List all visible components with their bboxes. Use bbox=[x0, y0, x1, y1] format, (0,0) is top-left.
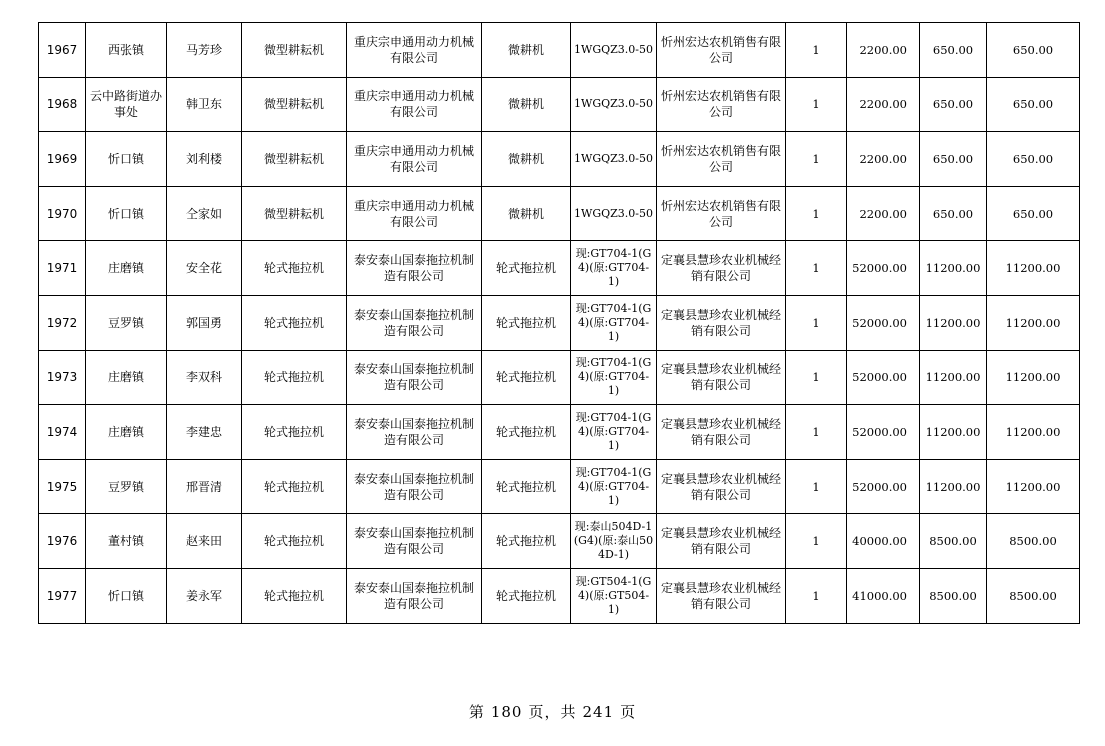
cell-quantity: 1 bbox=[786, 350, 847, 405]
cell-buyer-name: 马芳珍 bbox=[167, 23, 242, 78]
cell-machine-item: 轮式拖拉机 bbox=[242, 350, 347, 405]
cell-number: 1973 bbox=[39, 350, 86, 405]
cell-dealer: 忻州宏达农机销售有限公司 bbox=[657, 186, 786, 241]
cell-number: 1969 bbox=[39, 132, 86, 187]
cell-town: 忻口镇 bbox=[86, 186, 167, 241]
cell-machine-type: 轮式拖拉机 bbox=[482, 568, 571, 623]
cell-number: 1975 bbox=[39, 459, 86, 514]
table-row bbox=[39, 295, 1080, 350]
table-row bbox=[39, 405, 1080, 460]
cell-machine-type: 轮式拖拉机 bbox=[482, 514, 571, 569]
cell-town: 庄磨镇 bbox=[86, 405, 167, 460]
cell-model: 现:泰山504D-1(G4)(原:泰山504D-1) bbox=[571, 514, 657, 569]
cell-dealer: 忻州宏达农机销售有限公司 bbox=[657, 23, 786, 78]
cell-town: 云中路街道办事处 bbox=[86, 77, 167, 132]
cell-total-subsidy: 11200.00 bbox=[987, 295, 1080, 350]
cell-buyer-name: 李建忠 bbox=[167, 405, 242, 460]
cell-town: 豆罗镇 bbox=[86, 295, 167, 350]
cell-quantity: 1 bbox=[786, 459, 847, 514]
cell-machine-item: 轮式拖拉机 bbox=[242, 241, 347, 296]
cell-model: 1WGQZ3.0-50 bbox=[571, 77, 657, 132]
cell-buyer-name: 安全花 bbox=[167, 241, 242, 296]
cell-number: 1968 bbox=[39, 77, 86, 132]
cell-model: 现:GT504-1(G4)(原:GT504-1) bbox=[571, 568, 657, 623]
cell-number: 1977 bbox=[39, 568, 86, 623]
cell-model: 现:GT704-1(G4)(原:GT704-1) bbox=[571, 459, 657, 514]
cell-subsidy: 11200.00 bbox=[920, 295, 987, 350]
cell-price: 41000.00 bbox=[847, 568, 920, 623]
cell-price: 2200.00 bbox=[847, 186, 920, 241]
cell-subsidy: 650.00 bbox=[920, 77, 987, 132]
cell-machine-type: 微耕机 bbox=[482, 23, 571, 78]
table-row bbox=[39, 241, 1080, 296]
cell-dealer: 定襄县慧珍农业机械经销有限公司 bbox=[657, 295, 786, 350]
cell-subsidy: 11200.00 bbox=[920, 241, 987, 296]
cell-model: 1WGQZ3.0-50 bbox=[571, 186, 657, 241]
current-page-number: 180 bbox=[490, 703, 523, 721]
cell-quantity: 1 bbox=[786, 23, 847, 78]
table-row bbox=[39, 132, 1080, 187]
cell-buyer-name: 仝家如 bbox=[167, 186, 242, 241]
cell-manufacturer: 重庆宗申通用动力机械有限公司 bbox=[347, 132, 482, 187]
cell-buyer-name: 郭国勇 bbox=[167, 295, 242, 350]
cell-model: 1WGQZ3.0-50 bbox=[571, 23, 657, 78]
cell-manufacturer: 泰安泰山国泰拖拉机制造有限公司 bbox=[347, 514, 482, 569]
table-row bbox=[39, 23, 1080, 78]
cell-total-subsidy: 11200.00 bbox=[987, 405, 1080, 460]
cell-total-subsidy: 650.00 bbox=[987, 77, 1080, 132]
cell-machine-type: 微耕机 bbox=[482, 132, 571, 187]
cell-dealer: 定襄县慧珍农业机械经销有限公司 bbox=[657, 405, 786, 460]
cell-subsidy: 11200.00 bbox=[920, 459, 987, 514]
cell-price: 2200.00 bbox=[847, 77, 920, 132]
cell-number: 1967 bbox=[39, 23, 86, 78]
cell-price: 52000.00 bbox=[847, 350, 920, 405]
cell-machine-item: 微型耕耘机 bbox=[242, 186, 347, 241]
table-row bbox=[39, 514, 1080, 569]
cell-total-subsidy: 650.00 bbox=[987, 23, 1080, 78]
cell-total-subsidy: 11200.00 bbox=[987, 241, 1080, 296]
cell-machine-type: 轮式拖拉机 bbox=[482, 295, 571, 350]
cell-machine-item: 微型耕耘机 bbox=[242, 132, 347, 187]
cell-town: 董村镇 bbox=[86, 514, 167, 569]
cell-machine-type: 轮式拖拉机 bbox=[482, 350, 571, 405]
cell-total-subsidy: 650.00 bbox=[987, 186, 1080, 241]
cell-buyer-name: 赵来田 bbox=[167, 514, 242, 569]
cell-buyer-name: 李双科 bbox=[167, 350, 242, 405]
cell-machine-item: 轮式拖拉机 bbox=[242, 514, 347, 569]
cell-machine-item: 轮式拖拉机 bbox=[242, 295, 347, 350]
cell-total-subsidy: 11200.00 bbox=[987, 459, 1080, 514]
cell-quantity: 1 bbox=[786, 568, 847, 623]
cell-number: 1971 bbox=[39, 241, 86, 296]
footer-prefix: 第 bbox=[468, 703, 485, 721]
cell-subsidy: 11200.00 bbox=[920, 350, 987, 405]
cell-machine-type: 轮式拖拉机 bbox=[482, 405, 571, 460]
cell-price: 52000.00 bbox=[847, 405, 920, 460]
cell-price: 52000.00 bbox=[847, 295, 920, 350]
cell-model: 现:GT704-1(G4)(原:GT704-1) bbox=[571, 241, 657, 296]
cell-machine-type: 微耕机 bbox=[482, 186, 571, 241]
cell-number: 1974 bbox=[39, 405, 86, 460]
cell-model: 现:GT704-1(G4)(原:GT704-1) bbox=[571, 405, 657, 460]
cell-dealer: 忻州宏达农机销售有限公司 bbox=[657, 77, 786, 132]
cell-machine-item: 微型耕耘机 bbox=[242, 77, 347, 132]
cell-number: 1976 bbox=[39, 514, 86, 569]
table-row bbox=[39, 459, 1080, 514]
cell-model: 1WGQZ3.0-50 bbox=[571, 132, 657, 187]
cell-machine-type: 轮式拖拉机 bbox=[482, 459, 571, 514]
page-footer bbox=[0, 701, 1105, 722]
cell-total-subsidy: 8500.00 bbox=[987, 514, 1080, 569]
table-row bbox=[39, 568, 1080, 623]
cell-dealer: 定襄县慧珍农业机械经销有限公司 bbox=[657, 459, 786, 514]
table-row bbox=[39, 186, 1080, 241]
table-row bbox=[39, 77, 1080, 132]
cell-price: 2200.00 bbox=[847, 23, 920, 78]
cell-machine-item: 轮式拖拉机 bbox=[242, 405, 347, 460]
cell-manufacturer: 重庆宗申通用动力机械有限公司 bbox=[347, 23, 482, 78]
cell-subsidy: 650.00 bbox=[920, 132, 987, 187]
cell-quantity: 1 bbox=[786, 514, 847, 569]
cell-model: 现:GT704-1(G4)(原:GT704-1) bbox=[571, 295, 657, 350]
cell-manufacturer: 泰安泰山国泰拖拉机制造有限公司 bbox=[347, 295, 482, 350]
cell-machine-item: 轮式拖拉机 bbox=[242, 459, 347, 514]
cell-quantity: 1 bbox=[786, 241, 847, 296]
cell-manufacturer: 泰安泰山国泰拖拉机制造有限公司 bbox=[347, 350, 482, 405]
cell-subsidy: 8500.00 bbox=[920, 568, 987, 623]
cell-quantity: 1 bbox=[786, 77, 847, 132]
cell-quantity: 1 bbox=[786, 186, 847, 241]
cell-town: 豆罗镇 bbox=[86, 459, 167, 514]
cell-dealer: 定襄县慧珍农业机械经销有限公司 bbox=[657, 568, 786, 623]
cell-machine-type: 轮式拖拉机 bbox=[482, 241, 571, 296]
footer-mid: 页，共 bbox=[528, 703, 577, 721]
cell-number: 1970 bbox=[39, 186, 86, 241]
cell-town: 庄磨镇 bbox=[86, 350, 167, 405]
cell-quantity: 1 bbox=[786, 295, 847, 350]
cell-manufacturer: 泰安泰山国泰拖拉机制造有限公司 bbox=[347, 405, 482, 460]
cell-buyer-name: 邢晋清 bbox=[167, 459, 242, 514]
cell-manufacturer: 泰安泰山国泰拖拉机制造有限公司 bbox=[347, 241, 482, 296]
cell-price: 52000.00 bbox=[847, 459, 920, 514]
cell-dealer: 忻州宏达农机销售有限公司 bbox=[657, 132, 786, 187]
cell-buyer-name: 韩卫东 bbox=[167, 77, 242, 132]
total-pages-number: 241 bbox=[582, 703, 615, 721]
cell-town: 忻口镇 bbox=[86, 132, 167, 187]
cell-subsidy: 650.00 bbox=[920, 186, 987, 241]
cell-dealer: 定襄县慧珍农业机械经销有限公司 bbox=[657, 514, 786, 569]
cell-quantity: 1 bbox=[786, 132, 847, 187]
cell-subsidy: 11200.00 bbox=[920, 405, 987, 460]
cell-total-subsidy: 11200.00 bbox=[987, 350, 1080, 405]
cell-buyer-name: 姜永军 bbox=[167, 568, 242, 623]
cell-buyer-name: 刘利楼 bbox=[167, 132, 242, 187]
cell-town: 忻口镇 bbox=[86, 568, 167, 623]
cell-number: 1972 bbox=[39, 295, 86, 350]
footer-suffix: 页 bbox=[620, 703, 637, 721]
subsidy-table bbox=[38, 22, 1080, 624]
cell-town: 西张镇 bbox=[86, 23, 167, 78]
cell-machine-item: 微型耕耘机 bbox=[242, 23, 347, 78]
cell-model: 现:GT704-1(G4)(原:GT704-1) bbox=[571, 350, 657, 405]
cell-dealer: 定襄县慧珍农业机械经销有限公司 bbox=[657, 241, 786, 296]
cell-machine-type: 微耕机 bbox=[482, 77, 571, 132]
cell-price: 40000.00 bbox=[847, 514, 920, 569]
cell-manufacturer: 泰安泰山国泰拖拉机制造有限公司 bbox=[347, 568, 482, 623]
cell-dealer: 定襄县慧珍农业机械经销有限公司 bbox=[657, 350, 786, 405]
cell-total-subsidy: 8500.00 bbox=[987, 568, 1080, 623]
cell-total-subsidy: 650.00 bbox=[987, 132, 1080, 187]
cell-machine-item: 轮式拖拉机 bbox=[242, 568, 347, 623]
table-body bbox=[39, 23, 1080, 624]
cell-town: 庄磨镇 bbox=[86, 241, 167, 296]
cell-manufacturer: 泰安泰山国泰拖拉机制造有限公司 bbox=[347, 459, 482, 514]
cell-price: 52000.00 bbox=[847, 241, 920, 296]
cell-subsidy: 650.00 bbox=[920, 23, 987, 78]
cell-manufacturer: 重庆宗申通用动力机械有限公司 bbox=[347, 77, 482, 132]
cell-manufacturer: 重庆宗申通用动力机械有限公司 bbox=[347, 186, 482, 241]
cell-quantity: 1 bbox=[786, 405, 847, 460]
table-row bbox=[39, 350, 1080, 405]
cell-price: 2200.00 bbox=[847, 132, 920, 187]
cell-subsidy: 8500.00 bbox=[920, 514, 987, 569]
